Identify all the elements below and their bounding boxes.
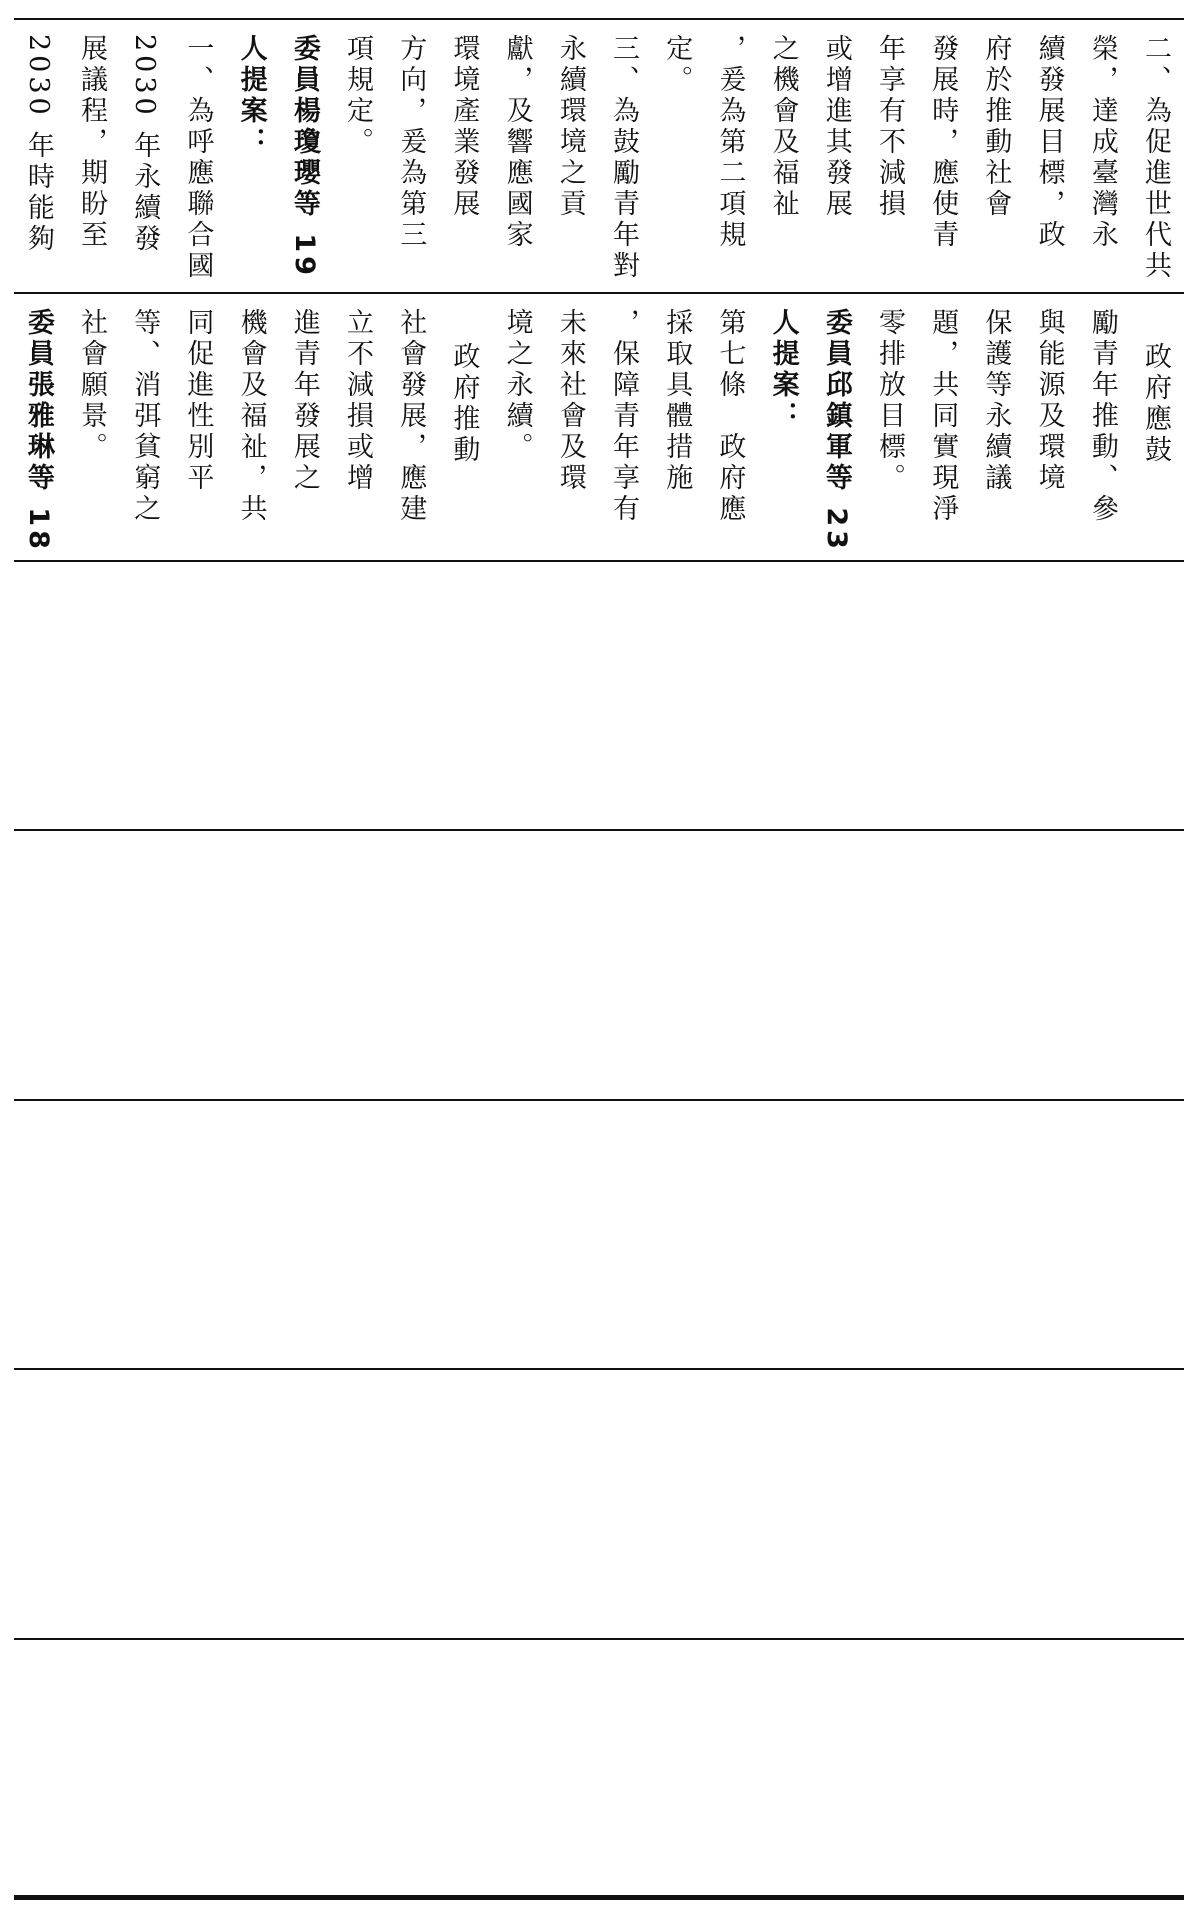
top-band-column: 二、為促進世代共 <box>1140 34 1171 282</box>
second-band-column: 立不減損或增 <box>342 308 373 494</box>
top-band-column: 2030 年永續發 <box>129 34 161 256</box>
second-band-column: 零排放目標。 <box>874 308 905 494</box>
top-band-column: 環境產業發展 <box>448 34 480 220</box>
second-band-column: 進青年發展之 <box>288 308 320 494</box>
band-2-bottom-rule <box>14 560 1184 562</box>
text-band-second <box>14 296 1184 558</box>
band-1-bottom-rule <box>14 292 1184 294</box>
second-band-column: 與能源及環境 <box>1033 308 1065 494</box>
second-band-column: 採取具體措施 <box>661 308 693 494</box>
top-band-column: 永續環境之貢 <box>554 34 586 220</box>
second-band-column: 委員張雅琳等 18 <box>22 308 54 553</box>
empty-band-4 <box>14 833 1184 1095</box>
top-band-column: 人提案： <box>235 34 267 158</box>
text-band-top <box>14 22 1184 290</box>
second-band-column: 保護等永續議 <box>980 308 1012 494</box>
top-band-column: 發展時，應使青 <box>927 34 959 251</box>
second-band-column: 同促進性別平 <box>182 308 214 494</box>
second-band-column: 勵青年推動、參 <box>1086 308 1118 525</box>
second-band-column: 題，共同實現淨 <box>927 308 959 525</box>
top-band-column: 一、為呼應聯合國 <box>182 34 214 282</box>
second-band-column: 政府推動 <box>448 342 480 466</box>
top-band-column: 之機會及福祉 <box>767 34 799 220</box>
empty-band-3 <box>14 564 1184 826</box>
second-band-column: 社會願景。 <box>76 308 107 463</box>
empty-band-5 <box>14 1103 1184 1365</box>
band-5-bottom-rule <box>14 1368 1184 1370</box>
second-band-column: ，保障青年享有 <box>608 308 639 525</box>
second-band-column: 委員邱鎮軍等 23 <box>820 308 852 553</box>
top-band-column: 榮，達成臺灣永 <box>1086 34 1118 251</box>
top-band-column: 續發展目標，政 <box>1033 34 1065 251</box>
top-band-column: 項規定。 <box>342 34 373 158</box>
band-6-bottom-rule <box>14 1638 1184 1640</box>
top-band-column: 委員楊瓊瓔等 19 <box>288 34 320 279</box>
second-band-column: 機會及福祉，共 <box>235 308 267 525</box>
top-band-column: 年享有不減損 <box>874 34 905 220</box>
empty-band-6 <box>14 1372 1184 1634</box>
second-band-column: 人提案： <box>767 308 799 432</box>
second-band-column: 境之永續。 <box>501 308 533 463</box>
bottom-rule <box>14 1895 1184 1900</box>
band-3-bottom-rule <box>14 829 1184 831</box>
top-band-column: 定。 <box>661 34 693 96</box>
top-band-column: 府於推動社會 <box>980 34 1012 220</box>
band-4-bottom-rule <box>14 1099 1184 1101</box>
top-band-column: 三、為鼓勵青年對 <box>608 34 639 282</box>
second-band-column: 等、消弭貧窮之 <box>129 308 161 525</box>
top-band-column: 展議程，期盼至 <box>76 34 107 251</box>
second-band-column: 第七條 政府應 <box>714 308 746 525</box>
top-rule <box>14 18 1184 20</box>
empty-band-7 <box>14 1642 1184 1892</box>
second-band-column: 社會發展，應建 <box>395 308 427 525</box>
top-band-column: ，爰為第二項規 <box>714 34 746 251</box>
top-band-column: 方向，爰為第三 <box>395 34 427 251</box>
top-band-column: 2030 年時能夠 <box>22 34 54 256</box>
second-band-column: 政府應鼓 <box>1140 342 1171 466</box>
second-band-column: 未來社會及環 <box>554 308 586 494</box>
top-band-column: 或增進其發展 <box>820 34 852 220</box>
top-band-column: 獻，及響應國家 <box>501 34 533 251</box>
